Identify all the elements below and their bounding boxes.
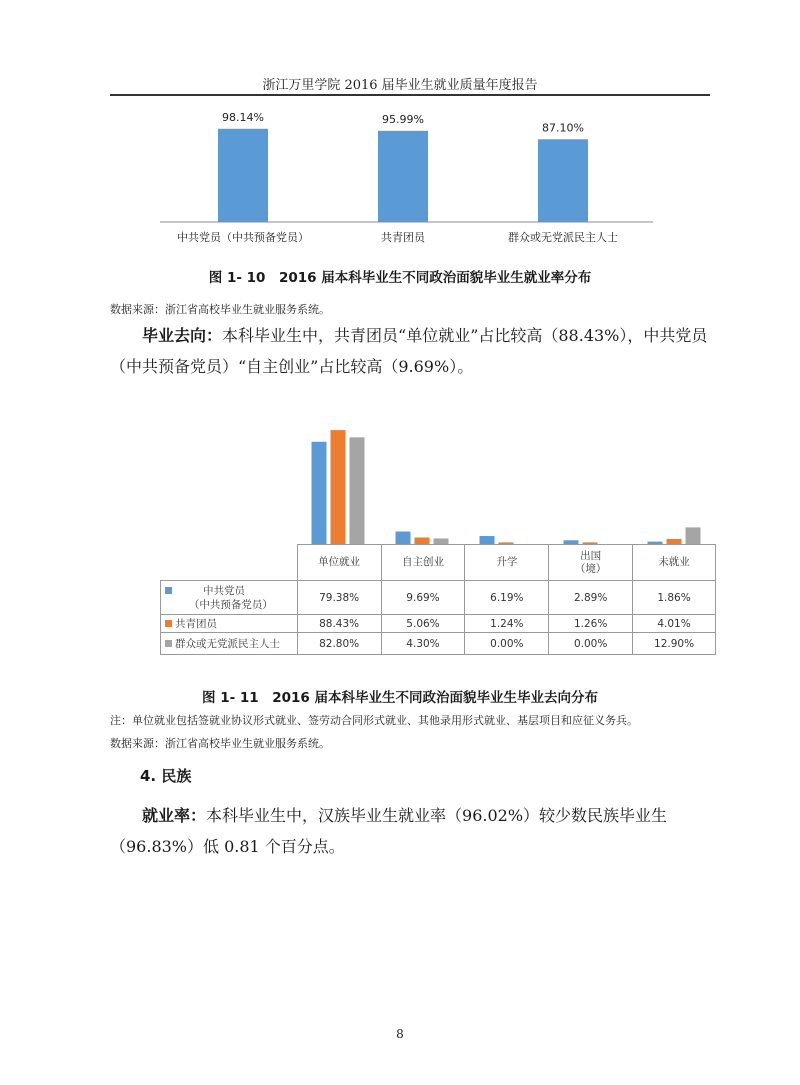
- category-label: （境）: [574, 562, 607, 575]
- data-source-1-10: 数据来源：浙江省高校毕业生就业服务系统。: [110, 303, 330, 316]
- paragraph-lead: 毕业去向：: [142, 326, 223, 345]
- value-cell: 5.06%: [381, 615, 465, 633]
- value-cell: 9.69%: [381, 581, 465, 615]
- bar-1: [312, 442, 327, 544]
- value-cell: 79.38%: [297, 581, 381, 615]
- category-label: 出国: [580, 549, 602, 562]
- paragraph-text: 本科毕业生中，汉族毕业生就业率（96.02%）较少数民族毕业生（96.83%）低 0.81 个百分点。: [110, 806, 668, 856]
- paragraph-destination: [110, 320, 710, 382]
- category-header: [381, 545, 465, 581]
- value-cell: 4.01%: [633, 615, 716, 633]
- legend-swatch-icon: [165, 587, 172, 594]
- value-cell: 1.24%: [465, 615, 549, 633]
- category-label: 单位就业: [318, 556, 361, 568]
- legend-cell: [161, 633, 298, 655]
- legend-label: 群众或无党派民主人士: [175, 637, 280, 650]
- bar: [378, 131, 428, 222]
- category-label: 升学: [496, 556, 518, 568]
- legend-swatch-icon: [165, 640, 172, 647]
- value-cell: 88.43%: [297, 615, 381, 633]
- bar: [218, 129, 268, 222]
- data-source-1-11: 数据来源：浙江省高校毕业生就业服务系统。: [110, 737, 330, 750]
- value-cell: 6.19%: [465, 581, 549, 615]
- category-header: [465, 545, 549, 581]
- category-label: 共青团员: [381, 231, 425, 244]
- section-heading: 4. 民族: [140, 767, 192, 785]
- legend-cell: [161, 581, 298, 615]
- data-label: 95.99%: [382, 112, 424, 126]
- legend-label: （中共预备党员）: [188, 598, 273, 611]
- legend-label: 中共党员: [203, 584, 245, 597]
- category-label: 中共党员（中共预备党员）: [177, 231, 309, 244]
- value-cell: 1.26%: [549, 615, 633, 633]
- paragraph-employment-rate: [110, 800, 710, 862]
- legend-swatch-icon: [165, 620, 172, 627]
- bar-3: [686, 527, 701, 544]
- bar: [538, 139, 588, 222]
- category-header: [297, 545, 381, 581]
- paragraph-text: 本科毕业生中，共青团员“单位就业”占比较高（88.43%），中共党员（中共预备党员）“自主创业”占比较高（9.69%）。: [110, 326, 708, 376]
- figure-caption-1-11: 图 1- 11 2016 届本科毕业生不同政治面貌毕业生毕业去向分布: [202, 690, 598, 706]
- data-label: 87.10%: [542, 121, 584, 135]
- category-label: 群众或无党派民主人士: [508, 231, 618, 244]
- bar-2: [331, 430, 346, 544]
- value-cell: 0.00%: [465, 633, 549, 655]
- legend-label: 共青团员: [175, 617, 217, 630]
- bar-3: [350, 437, 365, 544]
- category-header: [633, 545, 716, 581]
- figure-caption-1-10: 图 1- 10 2016 届本科毕业生不同政治面貌毕业生就业率分布: [208, 270, 592, 286]
- value-cell: 12.90%: [633, 633, 716, 655]
- data-label: 98.14%: [222, 110, 264, 124]
- value-cell: 2.89%: [549, 581, 633, 615]
- table-row: [161, 615, 716, 633]
- paragraph-lead: 就业率：: [142, 806, 207, 825]
- chart-data-table: [160, 544, 716, 655]
- category-header: [549, 545, 633, 581]
- legend-cell: [161, 615, 298, 633]
- table-row: [161, 633, 716, 655]
- value-cell: 82.80%: [297, 633, 381, 655]
- category-label: 未就业: [658, 556, 690, 568]
- page-number: 8: [396, 1027, 404, 1041]
- value-cell: 4.30%: [381, 633, 465, 655]
- value-cell: 0.00%: [549, 633, 633, 655]
- bar-1: [396, 532, 411, 544]
- chart-employment-rate: [150, 100, 660, 250]
- header-rule: [110, 94, 710, 96]
- figure-note-1-11: 注：单位就业包括签就业协议形式就业、签劳动合同形式就业、其他录用形式就业、基层项目和应征义务兵。: [110, 714, 638, 727]
- bar-1: [480, 536, 495, 544]
- chart-destination: [296, 405, 716, 545]
- empty-corner: [161, 545, 298, 581]
- table-header-row: [161, 545, 716, 581]
- value-cell: 1.86%: [633, 581, 716, 615]
- running-header: 浙江万里学院 2016 届毕业生就业质量年度报告: [262, 78, 538, 93]
- category-label: 自主创业: [401, 556, 444, 568]
- table-row: [161, 581, 716, 615]
